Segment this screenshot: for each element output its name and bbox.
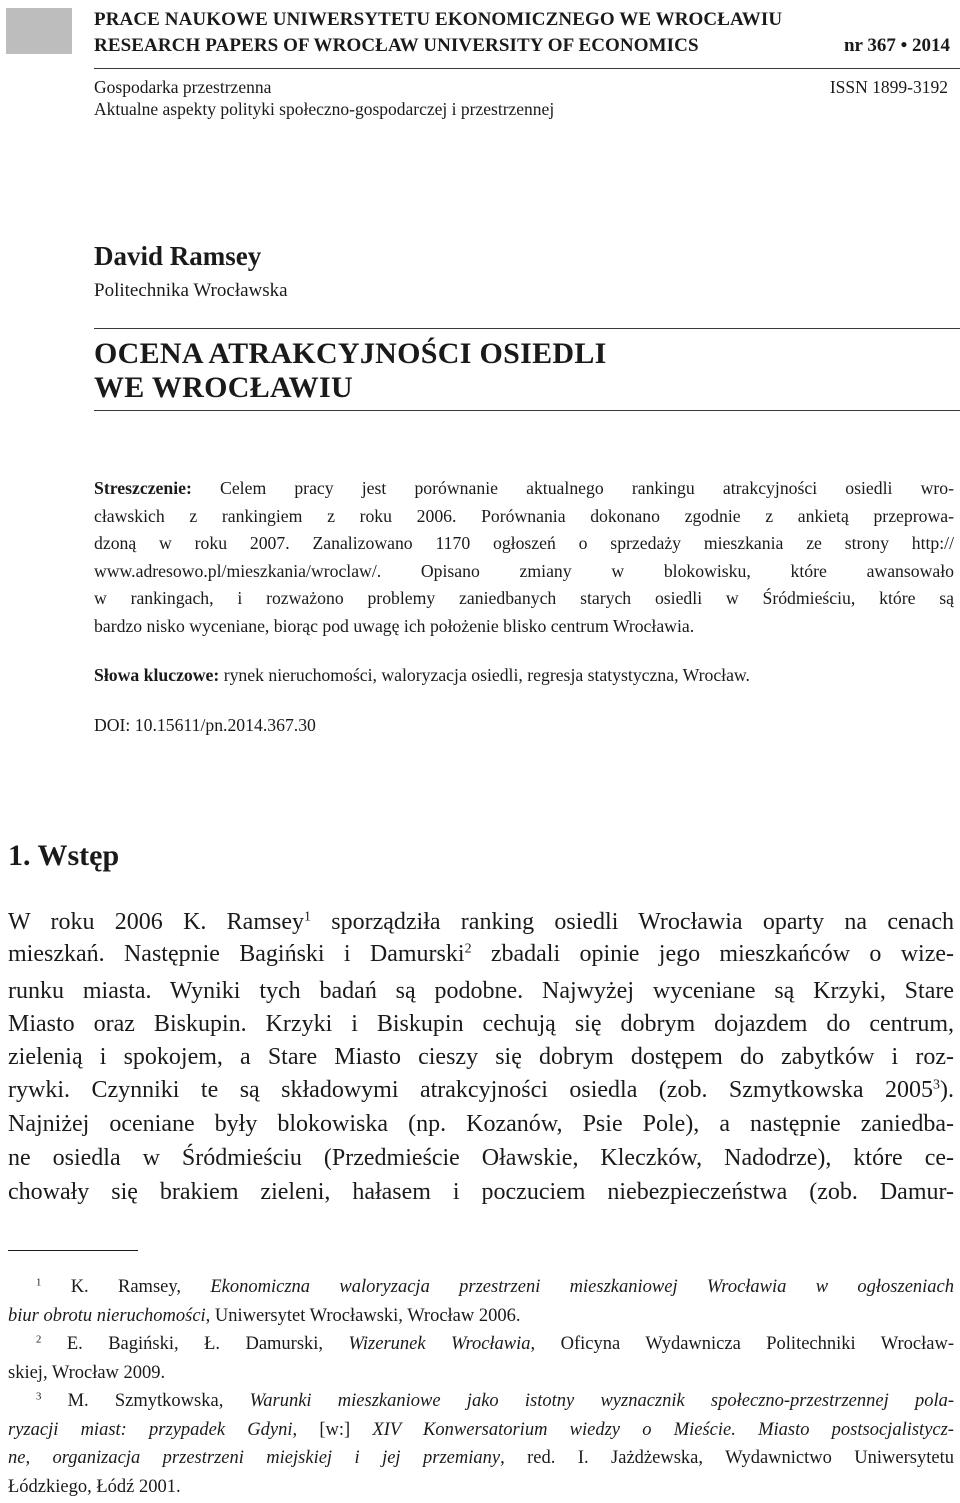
paragraph-line: W roku 2006 K. Ramsey$^1$ sporządziła ranking osiedli Wrocławia oparty na cenach	[8, 909, 954, 935]
abstract-line: w rankingach, i rozważono problemy zaniedbanych starych osiedli w Śródmieściu, które są	[94, 588, 954, 608]
header-divider	[94, 68, 960, 69]
keywords-label: Słowa kluczowe:	[94, 665, 220, 685]
paragraph-line: Miasto oraz Biskupin. Krzyki i Biskupin cechują się dobrym dojazdem do centrum,	[8, 1011, 954, 1037]
abstract-line: Streszczenie: Celem pracy jest porównanie aktualnego rankingu atrakcyjności osiedli wro-	[94, 478, 954, 498]
footnote-2: $^2$ E. Bagiński, Ł. Damurski, Wizerunek Wrocławia, Oficyna Wydawnicza Politechniki Wrocław-	[36, 1333, 954, 1354]
footnote-ref-1: 1	[304, 909, 311, 925]
paragraph-line: Najniżej oceniane były blokowiska (np. Kozanów, Psie Pole), a następnie zaniedba-	[8, 1111, 954, 1137]
doi: DOI: 10.15611/pn.2014.367.30	[94, 715, 316, 735]
abstract-label: Streszczenie:	[94, 478, 192, 498]
journal-logo-block	[6, 8, 72, 54]
title-bottom-divider	[94, 410, 960, 411]
footnote-2-cont: skiej, Wrocław 2009.	[8, 1362, 166, 1383]
paragraph-line: zielenią i spokojem, a Stare Miasto cieszy się dobrym dostępem do zabytków i roz-	[8, 1044, 954, 1070]
paragraph-line: ne osiedla w Śródmieściu (Przedmieście Oławskie, Kleczków, Nadodrze), które ce-	[8, 1145, 954, 1171]
issue-number: nr 367 • 2014	[843, 35, 950, 56]
article-title-line-1: OCENA ATRAKCYJNOŚCI OSIEDLI	[94, 337, 607, 370]
footnote-3: $^3$ M. Szmytkowska, Warunki mieszkaniowe jako istotny wyznacznik społeczno-przestrzennej pola-	[36, 1390, 954, 1411]
paragraph-line: runku miasta. Wyniki tych badań są podobne. Najwyżej wyceniane są Krzyki, Stare	[8, 978, 954, 1004]
paragraph-line: rywki. Czynniki te są składowymi atrakcyjności osiedla (zob. Szmytkowska 2005$^3$).	[8, 1077, 954, 1103]
footnote-ref-2: 2	[464, 941, 472, 957]
volume-title: Aktualne aspekty polityki społeczno-gospodarczej i przestrzennej	[94, 99, 555, 119]
keywords	[94, 662, 954, 689]
footnote-3-cont: ryzacji miast: przypadek Gdyni, [w:] XIV Konwersatorium wiedzy o Mieście. Miasto postsocjalistycz-	[8, 1419, 954, 1440]
paragraph-line: mieszkań. Następnie Bagiński i Damurski$^2$ zbadali opinie jego mieszkańców o wize-	[8, 941, 954, 967]
abstract-line: bardzo nisko wyceniane, biorąc pod uwagę ich położenie blisko centrum Wrocławia.	[94, 615, 695, 636]
footnote-1-cont: biur obrotu nieruchomości, Uniwersytet Wrocławski, Wrocław 2006.	[8, 1305, 521, 1326]
subseries: Gospodarka przestrzenna	[94, 77, 272, 97]
title-top-divider	[94, 328, 960, 329]
footnote-1: $^1$ K. Ramsey, Ekonomiczna waloryzacja przestrzeni mieszkaniowej Wrocławia w ogłoszeniach	[36, 1276, 954, 1297]
abstract-line: www.adresowo.pl/mieszkania/wroclaw/. Opisano zmiany w blokowisku, które awansowało	[94, 560, 954, 581]
keywords-text: rynek nieruchomości, waloryzacja osiedli, regresja statystyczna, Wrocław.	[223, 665, 750, 685]
footnote-3-cont: Łódzkiego, Łódź 2001.	[8, 1476, 181, 1497]
abstract-line: cławskich z rankingiem z roku 2006. Porównania dokonano zgodnie z ankietą przeprowa-	[94, 505, 954, 526]
issn: ISSN 1899-3192	[829, 77, 948, 97]
footnote-3-cont: ne, organizacja przestrzeni miejskiej i jej przemiany, red. I. Jażdżewska, Wydawnictwo Uniwersytetu	[8, 1448, 954, 1468]
section-heading: 1. Wstęp	[8, 839, 120, 872]
abstract-line: dzoną w roku 2007. Zanalizowano 1170 ogłoszeń o sprzedaży mieszkania ze strony http://	[94, 533, 954, 553]
footnote-divider	[8, 1250, 138, 1251]
footnote-ref-3: 3	[933, 1077, 940, 1093]
author-affiliation: Politechnika Wrocławska	[94, 280, 288, 301]
paragraph-line: chowały się brakiem zieleni, hałasem i poczuciem niebezpieczeństwa (zob. Damur-	[8, 1179, 954, 1205]
author-name: David Ramsey	[94, 241, 262, 271]
journal-series-en: RESEARCH PAPERS OF WROCŁAW UNIVERSITY OF ECONOMICS	[94, 35, 699, 56]
journal-series-pl: PRACE NAUKOWE UNIWERSYTETU EKONOMICZNEGO WE WROCŁAWIU	[94, 9, 783, 30]
article-title-line-2: WE WROCŁAWIU	[94, 371, 353, 404]
